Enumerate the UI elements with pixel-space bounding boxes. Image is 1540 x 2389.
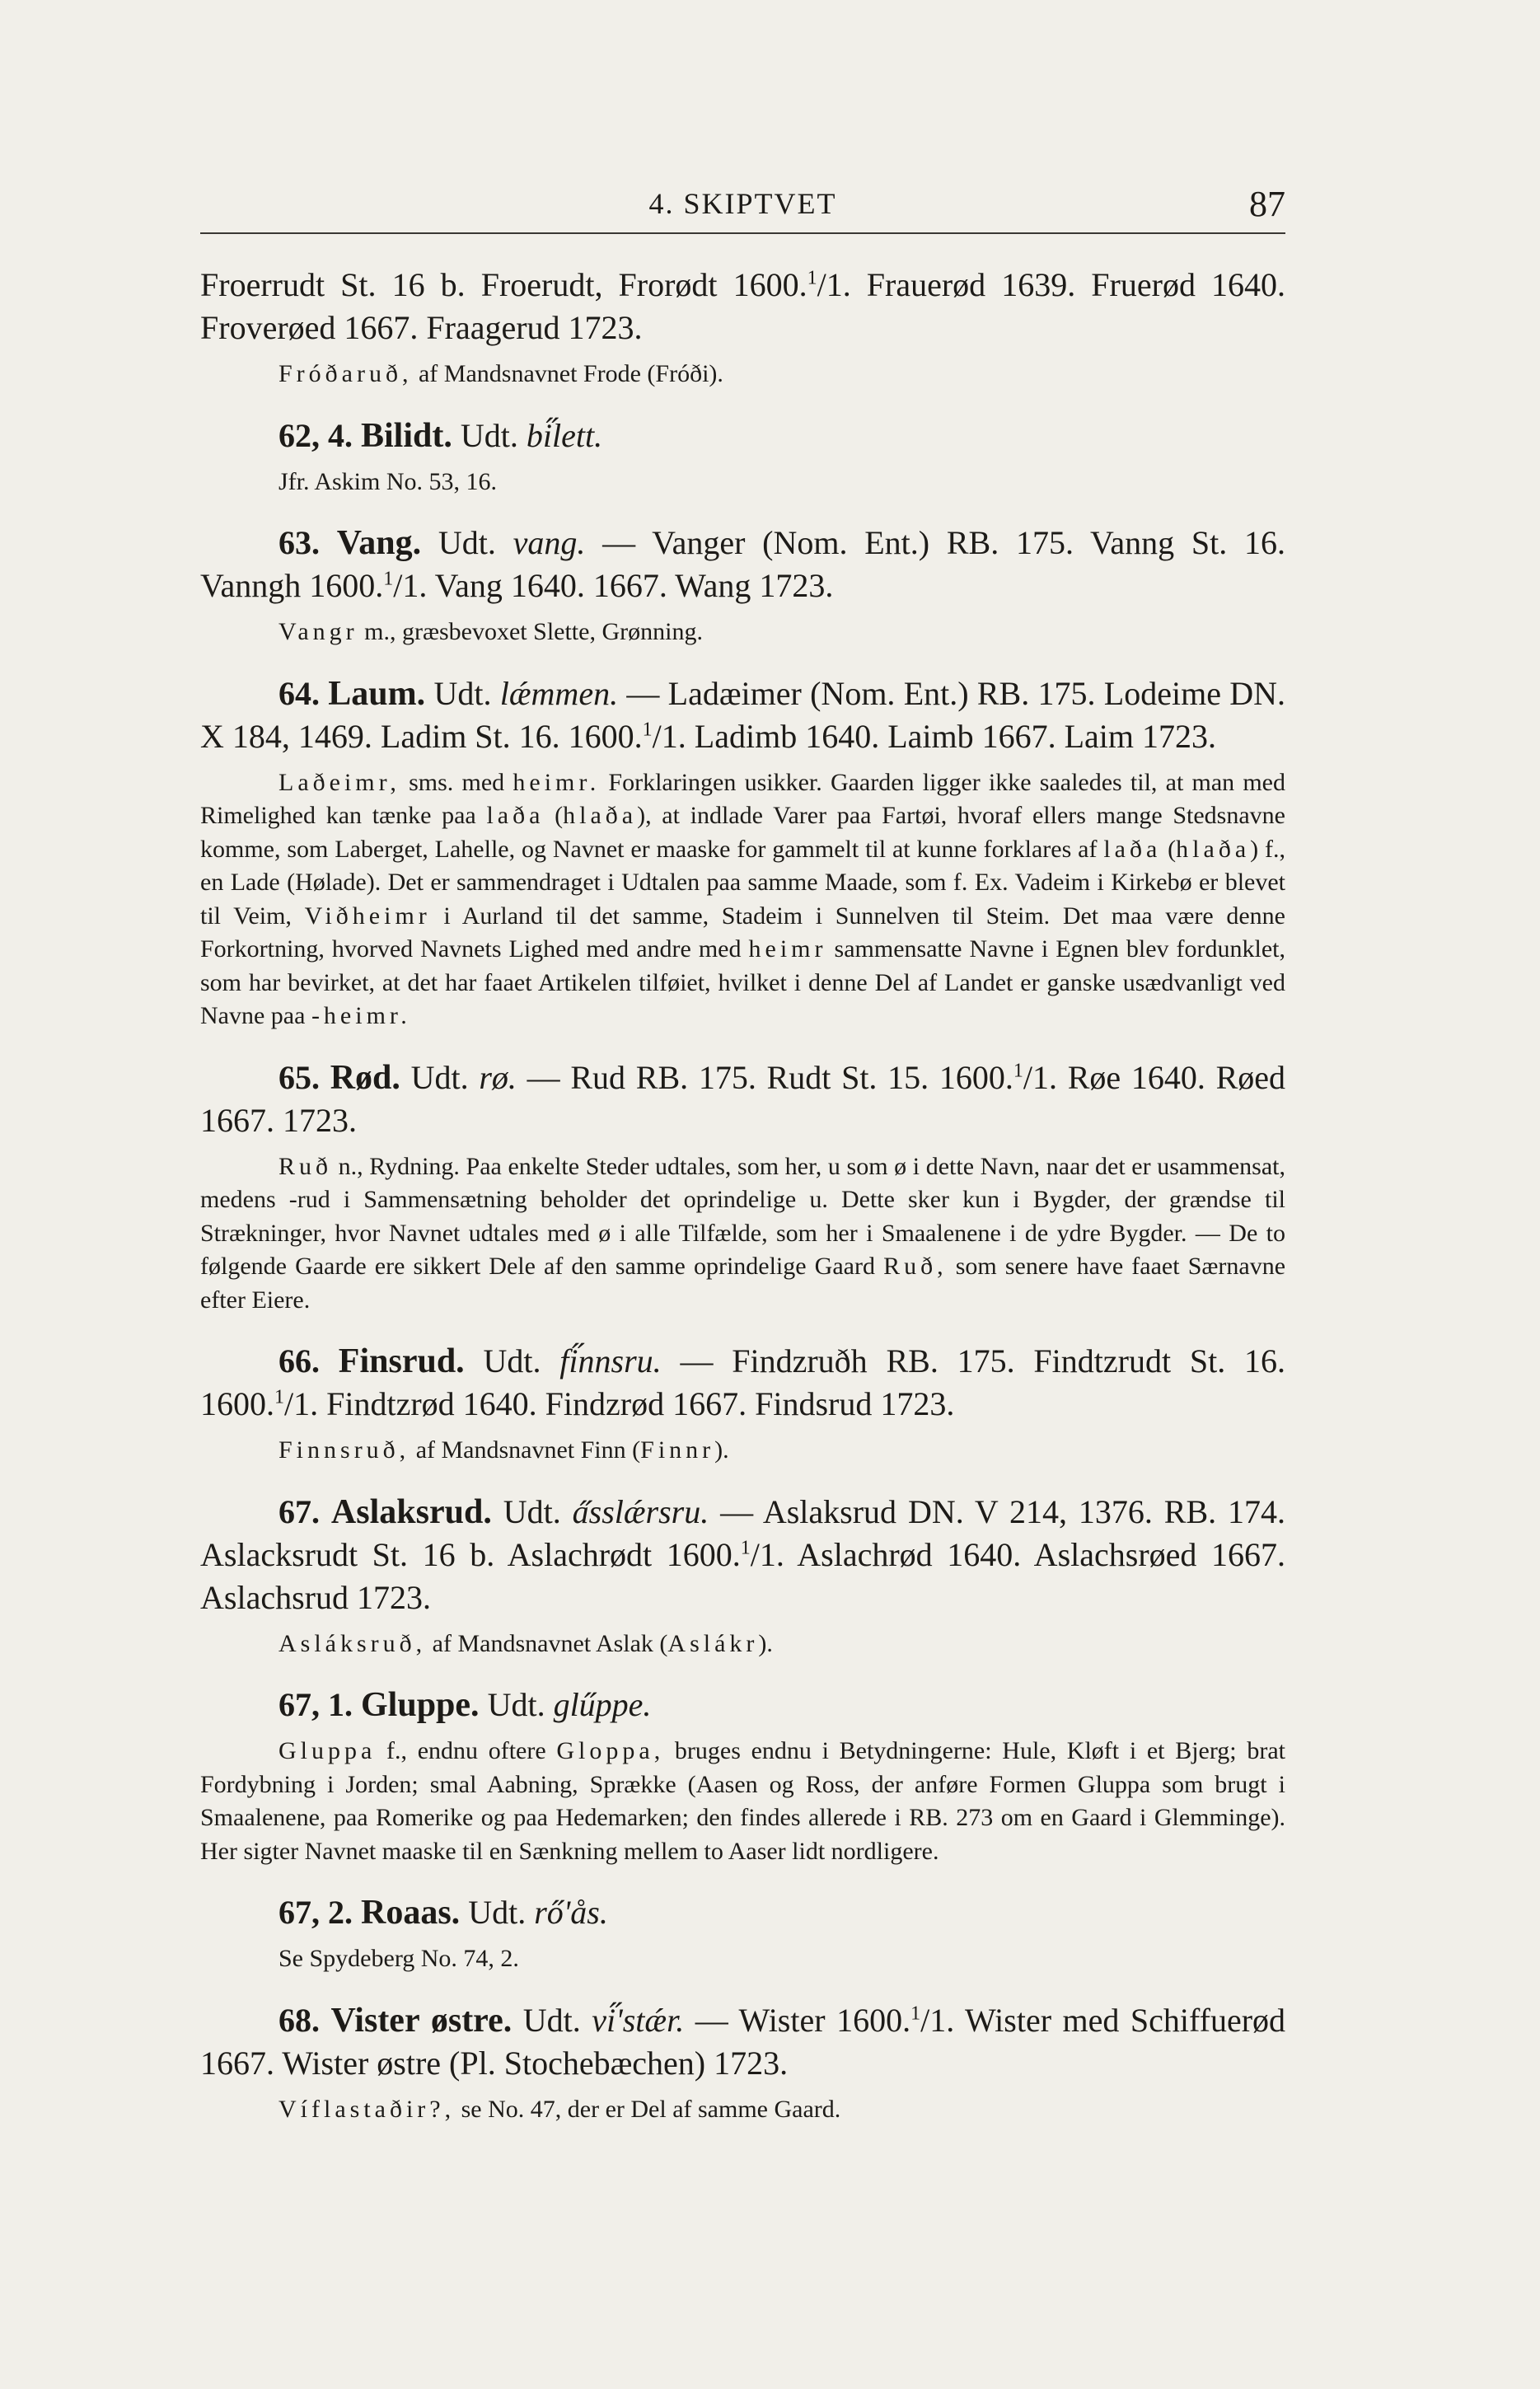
entry-67-note: Asláksruð, af Mandsnavnet Aslak (Aslákr). xyxy=(279,1629,773,1657)
entry-63-note: Vangr m., græsbevoxet Slette, Grønning. xyxy=(279,618,703,645)
entry-65-note: Ruð n., Rydning. Paa enkelte Steder udtales, som her, u som ø i dette Navn, naar det er usammensat, medens -rud i Sammensætning beholder det oprindelige u. Dette sker kun i Bygder, der grændse til Strækninger, hvor Navnet udtales med ø i alle Tilfælde, som her i Smaalenene i de ydre Bygder. — De to følgende Gaarde ere sikkert Dele af den samme oprindelige Gaard Ruð, som senere have faaet Særnavne efter Eiere. xyxy=(200,1152,1286,1314)
entry-68: 68. Vister østre. Udt. vi̋'stǽr. — Wister 1600.$^1$/1. Wister med Schiffuerød 1667. Wister østre (Pl. Stochebæchen) 1723. xyxy=(200,2001,1286,2082)
entry-67: 67. Aslaksrud. Udt. a̋sslǽrsru. — Aslaksrud DN. V 214, 1376. RB. 174. Aslacksrudt St. 16 b. Aslachrødt 1600.$^1$/1. Aslachrød 1640. Aslachsrøed 1667. Aslachsrud 1723. xyxy=(200,1492,1286,1616)
entry-61-note: Fróðaruð, af Mandsnavnet Frode (Fróði). xyxy=(279,360,723,387)
entry-66: 66. Finsrud. Udt. fi̋nnsru. — Findzruðh RB. 175. Findtzrudt St. 16. 1600.$^1$/1. Findtzrød 1640. Findzrød 1667. Findsrud 1723. xyxy=(200,1342,1286,1422)
entry-66-note: Finnsruð, af Mandsnavnet Finn (Finnr). xyxy=(279,1436,729,1464)
page-number: 87 xyxy=(1249,184,1285,224)
entry-67-1: 67, 1. Gluppe. Udt. glűppe. xyxy=(279,1686,652,1724)
entry-61-forms: Froerrudt St. 16 b. Froerudt, Frorødt 1600.$^1$/1. Frauerød 1639. Fruerød 1640. Froverøed 1667. Fraagerud 1723. xyxy=(200,266,1286,346)
entry-68-note: Víflastaðir?, se No. 47, der er Del af samme Gaard. xyxy=(279,2095,841,2123)
entry-62-4-note: Jfr. Askim No. 53, 16. xyxy=(279,467,498,495)
entry-63: 63. Vang. Udt. vang. — Vanger (Nom. Ent.) RB. 175. Vanng St. 16. Vanngh 1600.$^1$/1. Vang 1640. 1667. Wang 1723. xyxy=(200,524,1286,604)
entry-65: 65. Rød. Udt. rø. — Rud RB. 175. Rudt St. 15. 1600.$^1$/1. Røe 1640. Røed 1667. 1723. xyxy=(200,1058,1286,1139)
running-title: 4. SKIPTVET xyxy=(648,187,837,220)
running-header xyxy=(200,183,1285,234)
entry-67-2: 67, 2. Roaas. Udt. rő'ås. xyxy=(279,1894,608,1932)
page-body xyxy=(200,264,1285,2126)
entry-62-4: 62, 4. Bilidt. Udt. bi̋lett. xyxy=(279,416,603,455)
entry-64: 64. Laum. Udt. lǽmmen. — Ladæimer (Nom. Ent.) RB. 175. Lodeime DN. X 184, 1469. Ladim St. 16. 1600.$^1$/1. Ladimb 1640. Laimb 1667. Laim 1723. xyxy=(200,674,1286,755)
entry-67-1-note: Gluppa f., endnu oftere Gloppa, bruges endnu i Betydningerne: Hule, Kløft i et Bjerg; brat Fordybning i Jorden; smal Aabning, Sprække (Aasen og Ross, der anføre Formen Gluppa som brugt i Smaalenene, paa Romerike og paa Hedemarken; den findes allerede i RB. 273 om en Gaard i Glemminge). Her sigter Navnet maaske til en Sænkning mellem to Aaser lidt nordligere. xyxy=(200,1737,1285,1865)
entry-67-2-note: Se Spydeberg No. 74, 2. xyxy=(279,1945,519,1972)
entry-64-note: Laðeimr, sms. med heimr. Forklaringen usikker. Gaarden ligger ikke saaledes til, at man med Rimelighed kan tænke paa laða (hlaða), at indlade Varer paa Fartøi, hvoraf ellers mange Stedsnavne komme, som Laberget, Lahelle, og Navnet er maaske for gammelt til at kunne forklares af laða (hlaða) f., en Lade (Hølade). Det er sammendraget i Udtalen paa samme Maade, som f. Ex. Vadeim i Kirkebø er blevet til Veim, Viðheimr i Aurland til det samme, Stadeim i Sunnelven til Steim. Det maa være denne Forkortning, hvorved Navnets Lighed med andre med heimr sammensatte Navne i Egnen blev fordunklet, som har bevirket, at det har faaet Artikelen tilføiet, hvilket i denne Del af Landet er ganske usædvanligt ved Navne paa -heimr. xyxy=(200,768,1286,1029)
